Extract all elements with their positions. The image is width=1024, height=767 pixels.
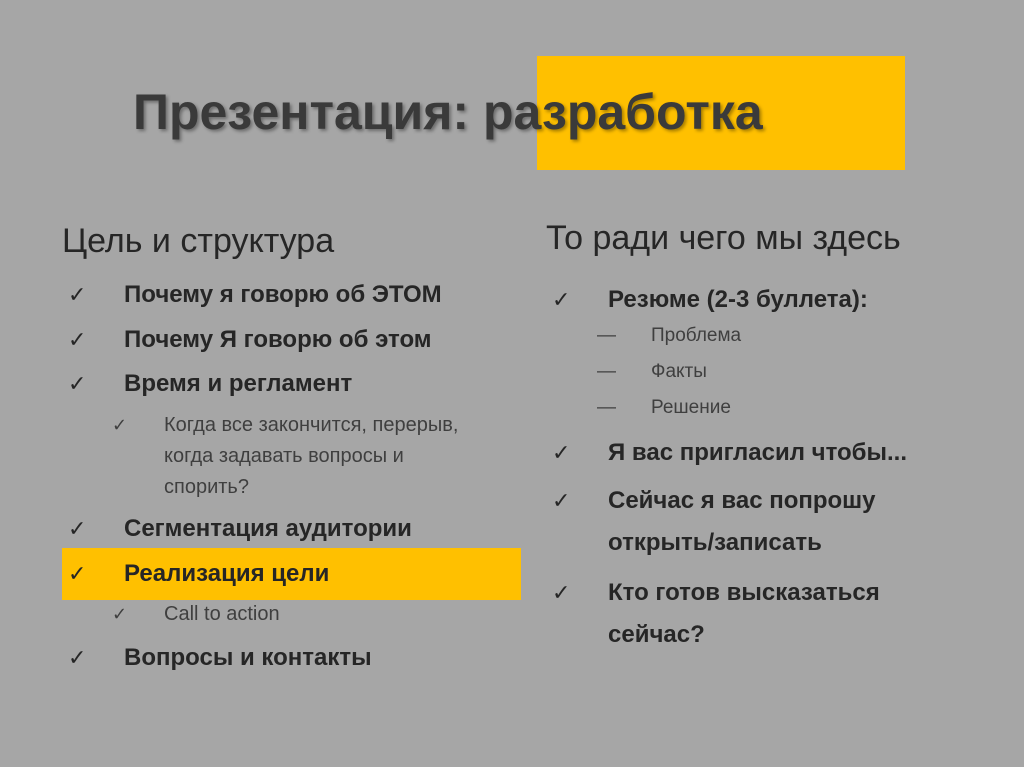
check-icon: ✓ <box>552 488 571 513</box>
check-icon: ✓ <box>68 516 87 541</box>
check-icon: ✓ <box>552 440 571 465</box>
check-icon: ✓ <box>112 604 128 624</box>
check-icon: ✓ <box>552 287 571 312</box>
title-part1: Презентация: <box>133 84 470 140</box>
check-icon: ✓ <box>112 415 128 435</box>
check-icon: ✓ <box>68 327 87 352</box>
dash-icon: — <box>597 397 616 418</box>
slide-title <box>133 72 763 152</box>
dash-icon: — <box>597 325 616 346</box>
check-icon: ✓ <box>68 282 87 307</box>
check-icon: ✓ <box>552 580 571 605</box>
dash-icon: — <box>597 361 616 382</box>
check-icon: ✓ <box>68 371 87 396</box>
left-heading: Цель и структура <box>62 222 335 260</box>
title-part2: разработка <box>483 84 763 140</box>
right-heading: То ради чего мы здесь <box>546 219 901 257</box>
check-icon: ✓ <box>68 561 87 586</box>
slide: Презентация: разработка Цель и структура ✓ Почему я говорю об ЭТОМ ✓ Почему Я говорю об этом ✓ Время и регламент ✓ Когда все закончится, перерыв, когда задавать вопросы и спорить? ✓ Сегментация аудитории ✓ Реализация цели ✓ Call to action ✓ Вопросы и контакты То ради чего мы здесь ✓ Резюме (2-3 буллета): — Проблема — Факты — Решение ✓ Я вас пригласил чтобы... ✓ Сейчас я вас попрошу открыть/записать ✓ Кто готов высказаться сейчас? <box>0 0 1024 767</box>
check-icon: ✓ <box>68 645 87 670</box>
